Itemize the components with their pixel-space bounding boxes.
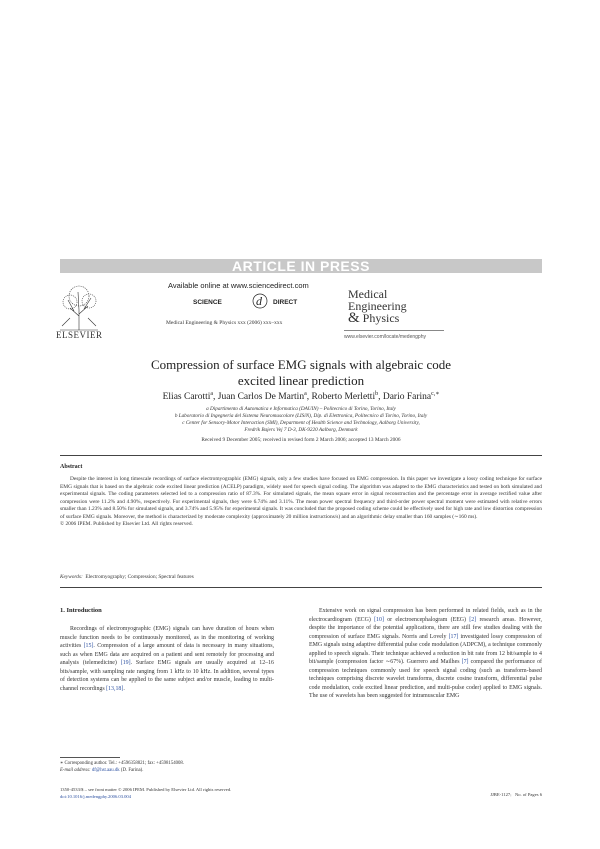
email-suffix: (D. Farina).	[120, 768, 144, 773]
ref-link-7[interactable]: [7]	[461, 659, 469, 665]
keywords	[60, 574, 542, 580]
issn-line: 1350-4533/$ – see front matter © 2006 IPEM. Published by Elsevier Ltd. All rights reserved.	[60, 787, 232, 792]
front-matter-info	[60, 787, 360, 800]
ref-link-19[interactable]: [19]	[120, 660, 131, 666]
abstract-copyright: © 2006 IPEM. Published by Elsevier Ltd. All rights reserved.	[60, 521, 193, 527]
journal-logo-physics: Physics	[362, 311, 400, 325]
author-list: Elias Carotti$^a$, Juan Carlos De Martin$^a$, Roberto Merletti$^b$, Dario Farina$^{c,∗}$	[162, 391, 440, 403]
sciencedirect-logo	[193, 292, 333, 310]
corresponding-author-footnote: ∗ Corresponding author. Tel.: +4596358821; fax: +4598154008.	[60, 761, 185, 766]
abstract-heading: Abstract	[60, 464, 83, 470]
elsevier-tree-logo	[56, 280, 102, 332]
intro-right-column: Extensive work on signal compression has been performed in related fields, such as in the electrocardiogram (ECG) [10] or electroencephalogram (EEG) [2] research areas. However, despite the importance of the potential applications, there are still few studies dealing with the compression of surface EMG signals. Norris and Lovely [17] investigated lossy compression of EMG signals using adaptive differential pulse code modulation (ADPCM), a technique commonly applied to speech signals. Their technique achieved a reduction in bit rate from 12 bit/sample to 4 bit/sample (compression factor ∼67%). Guerrero and Mailhes [7] compared the performance of compression techniques commonly used for speech signal coding (such as transform-based techniques comprising discrete wavelet transforms, discrete cosine transform, differential pulse code modulation, code excited linear prediction, and multi-pulse coder) applied to EMG signals. The use of wavelets has been suggested for intramuscular EMG	[309, 608, 542, 699]
journal-citation: Medical Engineering & Physics xxx (2006) xxx–xxx	[166, 320, 283, 326]
author-1: Elias Carotti$^a$	[162, 391, 214, 403]
article-in-press-banner: ARTICLE IN PRESS	[60, 259, 542, 273]
page-count: No. of Pages 6	[514, 792, 542, 797]
keywords-label: Keywords:	[60, 574, 83, 580]
available-online-text: Available online at www.sciencedirect.com	[168, 281, 309, 290]
journal-logo-ampersand: &	[348, 310, 360, 326]
journal-rule	[344, 330, 444, 331]
affiliation-a: a Dipartimento di Automatica e Informatica (DAUIN) – Politecnico di Torino, Torino, Italy	[206, 406, 396, 412]
paper-title	[60, 357, 542, 389]
title-line-1: Compression of surface EMG signals with algebraic code	[150, 357, 451, 372]
ref-link-13-18[interactable]: [13,18]	[106, 685, 124, 692]
article-code: JJBE-1127;	[490, 792, 512, 797]
journal-logo	[348, 288, 448, 324]
author-2: Juan Carlos De Martin$^a$	[217, 391, 307, 403]
author-3: Roberto Merletti$^b$	[311, 391, 379, 403]
email-footnote	[60, 768, 290, 775]
affiliation-c-address: Fredrik Bajers Vej 7 D-3, DK-9220 Aalborg, Denmark	[244, 427, 358, 433]
ref-link-2[interactable]: [2]	[469, 616, 477, 623]
elsevier-wordmark: ELSEVIER	[56, 330, 103, 340]
sd-symbol: d	[256, 294, 262, 308]
ref-link-15[interactable]: [15]	[83, 643, 94, 649]
journal-logo-line2: Engineering	[348, 299, 407, 313]
journal-logo-line1: Medical	[348, 287, 388, 301]
received-dates: Received 9 December 2005; received in revised form 2 March 2006; accepted 13 March 2006	[201, 437, 401, 443]
footnote-rule	[60, 757, 120, 758]
email-label: E-mail address:	[60, 768, 91, 773]
doi-link[interactable]: doi:10.1016/j.medengphy.2006.03.004	[60, 793, 132, 799]
keywords-text: Electromyography; Compression; Spectral features	[85, 574, 194, 580]
abstract-top-rule	[60, 455, 542, 456]
journal-logo-line3	[348, 312, 448, 324]
sd-direct-text: DIRECT	[273, 299, 298, 306]
ref-link-17[interactable]: [17]	[448, 633, 459, 640]
affiliation-c: c Center for Sensory-Motor Interaction (SMI), Department of Health Science and Technology, Aalborg University,	[182, 420, 420, 426]
author-4: Dario Farina$^{c,∗}$	[382, 391, 440, 403]
sd-science-text: SCIENCE	[193, 299, 222, 306]
affiliation-b: b Laboratorio di Ingegneria del Sistema Neuromuscolare (LISiN), Dip. di Elettronica, Politecnico di Torino, Torino, Italy	[174, 413, 428, 419]
intro-left-column: Recordings of electromyographic (EMG) signals can have duration of hours when muscle function needs to be continuously monitored, as in the monitoring of working activities [15]. Compression of a large amount of data is necessary in many situations, such as when EMG data are acquired on a patient and sent remotely for processing and analysis (telemedicine) [19]. Surface EMG signals are usually acquired at 12–16 bits/sample, with sampling rate ranging from 1 kHz to 10 kHz. In addition, several types of detection systems can be applied to the same subject and/or muscle, leading to multi-channel recordings [13,18].	[60, 626, 274, 692]
abstract-bottom-rule	[60, 587, 542, 588]
ref-link-10[interactable]: [10]	[374, 616, 384, 623]
email-link[interactable]: df@hst.aau.dk	[91, 768, 120, 773]
page-count-info	[440, 792, 542, 797]
intro-heading: 1. Introduction	[60, 607, 102, 614]
title-line-2: excited linear prediction	[237, 373, 365, 388]
journal-url: www.elsevier.com/locate/medengphy	[344, 334, 426, 340]
abstract-body	[60, 476, 542, 529]
abstract-paragraph: Despite the interest in long timescale recordings of surface electromyographic (EMG) signals, only a few studies have focused on EMG compression. In this paper we investigate a lossy coding technique for surface EMG signals that is based on the algebraic code excited linear prediction (ACELP) paradigm, widely used for speech signal coding. The algorithm was adapted to the EMG characteristics and tested on both simulated and experimental signals. The coding parameters selected led to a compression ratio of 87.3%. For simulated signals, the mean square error in signal reconstruction and the percentage error in average rectified value after compression were 11.2% and 4.90%, respectively. For experimental signals, they were 6.74% and 3.11%. The mean power spectral frequency and third-order power spectral moment were estimated with relative errors smaller than 1.23% and 8.50% for simulated signals, and 3.74% and 5.95% for experimental signals. It was concluded that the proposed coding scheme could be effectively used for high rate and low distortion compression of surface EMG signals. Moreover, the method is characterized by moderate complexity (approximately 20 million instructions/s) and an algorithmic delay smaller than 160 samples (∼160 ms).	[60, 476, 542, 520]
